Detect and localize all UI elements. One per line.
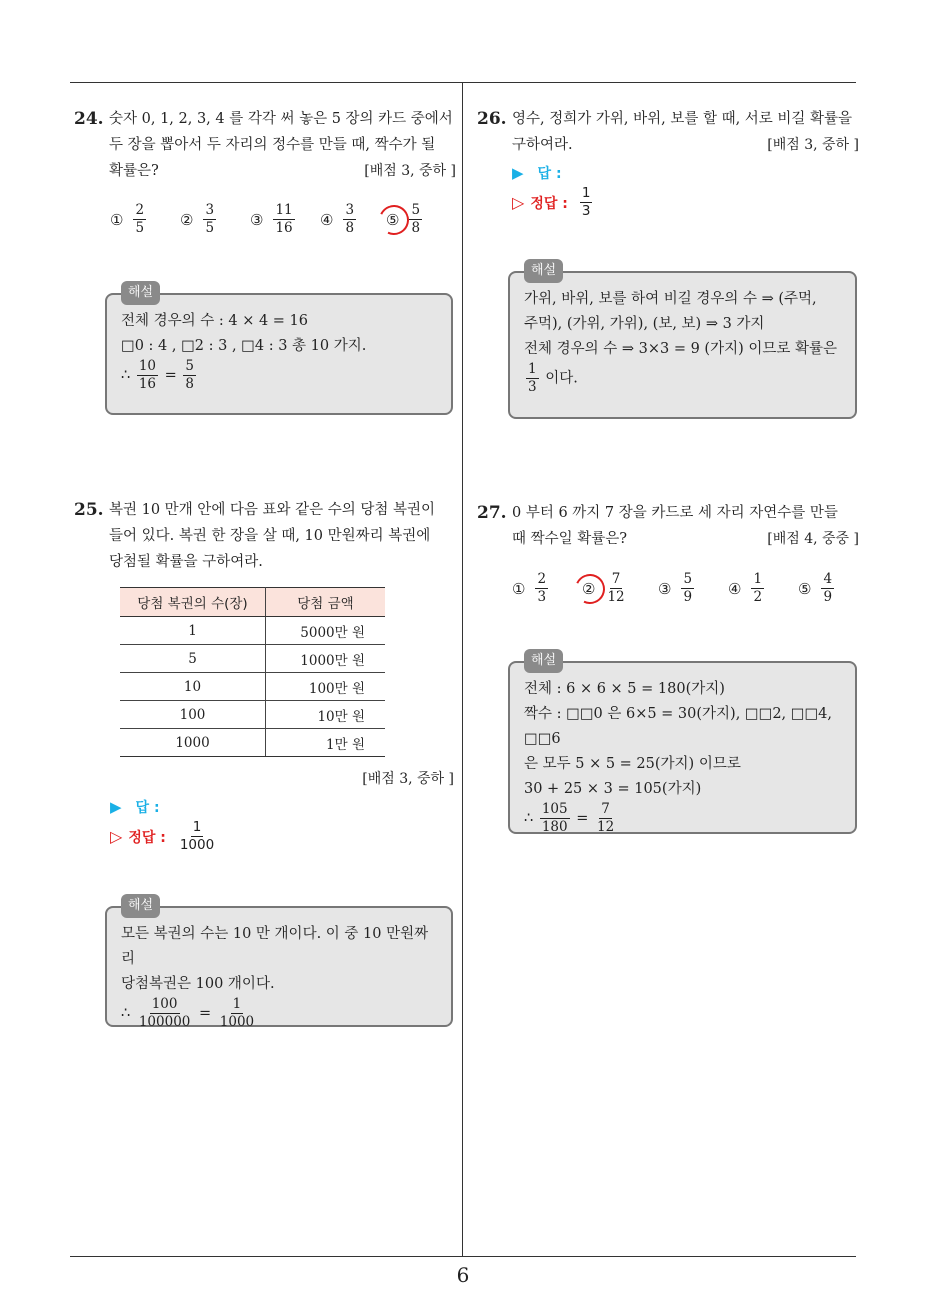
choice-5-selected[interactable] <box>386 203 424 236</box>
question-line: 구하여라. <box>512 137 573 153</box>
choice-marker: ② <box>582 579 596 598</box>
choice-4[interactable] <box>728 572 784 605</box>
fraction: $\frac{1}{2}$ <box>753 571 763 605</box>
question-number: 27. <box>477 503 507 523</box>
answer-row <box>512 163 562 183</box>
choice-5[interactable] <box>798 572 836 605</box>
explanation-line: 전체 경우의 수 : 4 × 4 = 16 <box>121 313 308 329</box>
explanation-line: □0 : 4 , □2 : 3 , □4 : 3 총 10 가지. <box>121 338 367 354</box>
column-divider <box>462 82 463 1256</box>
question-line: 영수, 정희가 가위, 바위, 보를 할 때, 서로 비길 확률을 <box>512 111 853 127</box>
fraction: $\frac{2}{3}$ <box>537 571 547 605</box>
choice-3[interactable] <box>658 572 714 605</box>
play-icon: ▶ <box>110 798 122 816</box>
question-line: 두 장을 뽑아서 두 자리의 정수를 만들 때, 짝수가 될 <box>109 137 436 153</box>
explanation-box-24 <box>105 285 453 415</box>
question-line: 복권 10 만개 안에 다음 표와 같은 수의 당첨 복권이 <box>109 502 436 518</box>
explanation-tag: 해설 <box>524 649 563 673</box>
choice-marker: ⑤ <box>798 579 812 598</box>
question-line: 확률은? <box>109 163 159 179</box>
question-line: 때 짝수일 확률은? <box>512 531 628 547</box>
choice-marker: ⑤ <box>386 210 400 229</box>
explanation-line: 가위, 바위, 보를 하여 비길 경우의 수 ⇒ (주먹, <box>524 291 817 307</box>
explanation-line: 전체 경우의 수 ⇒ 3×3 = 9 (가지) 이므로 확률은 <box>524 341 838 357</box>
explanation-tag: 해설 <box>121 281 160 305</box>
table-row: 1000 1만 원 <box>120 729 385 757</box>
question-line: 들어 있다. 복권 한 장을 살 때, 10 만원짜리 복권에 <box>109 528 431 544</box>
column-header: 당첨 금액 <box>266 588 386 617</box>
score-meta: [배점 4, 중중 ] <box>767 531 859 547</box>
table-row: 1 5000만 원 <box>120 617 385 645</box>
explanation-line: 전체 : 6 × 6 × 5 = 180(가지) <box>524 681 725 697</box>
question-line: 0 부터 6 까지 7 장을 카드로 세 자리 자연수를 만들 <box>512 505 838 521</box>
explanation-result: $\frac{1}{3}$ 이다. <box>528 361 578 395</box>
question-line: 숫자 0, 1, 2, 3, 4 를 각각 써 놓은 5 장의 카드 중에서 <box>109 111 453 127</box>
explanation-line: 당첨복권은 100 개이다. <box>121 976 275 992</box>
table-row: 5 1000만 원 <box>120 645 385 673</box>
fraction: $\frac{11}{16}$ <box>275 202 293 236</box>
table-row: 10 100만 원 <box>120 673 385 701</box>
explanation-line: 30 + 25 × 3 = 105(가지) <box>524 781 702 797</box>
choice-1[interactable] <box>110 203 166 236</box>
question-number: 24. <box>74 109 104 129</box>
score-meta: [배점 3, 중하 ] <box>364 163 456 179</box>
solution-label: 정답 : <box>530 195 568 212</box>
question-number: 25. <box>74 500 104 520</box>
choice-marker: ① <box>110 210 124 229</box>
bottom-rule <box>70 1256 856 1257</box>
choice-1[interactable] <box>512 572 568 605</box>
triangle-outline-icon: ▷ <box>512 193 525 212</box>
fraction: $\frac{4}{9}$ <box>823 571 833 605</box>
explanation-tag: 해설 <box>121 894 160 918</box>
fraction: $\frac{5}{9}$ <box>683 571 693 605</box>
play-icon: ▶ <box>512 164 524 182</box>
choice-marker: ① <box>512 579 526 598</box>
fraction: $\frac{5}{8}$ <box>411 202 421 236</box>
choices-24 <box>110 203 438 236</box>
lottery-table <box>120 587 385 757</box>
question-24 <box>74 106 456 184</box>
explanation-result: ∴ $\frac{10}{16}$ = $\frac{5}{8}$ <box>121 358 194 392</box>
choice-3[interactable] <box>250 203 306 236</box>
table-row: 100 10만 원 <box>120 701 385 729</box>
explanation-result: ∴ $\frac{105}{180}$ = $\frac{7}{12}$ <box>524 801 615 835</box>
fraction: $\frac{2}{5}$ <box>135 202 145 236</box>
score-meta: [배점 3, 중하 ] <box>767 137 859 153</box>
choice-marker: ③ <box>250 210 264 229</box>
explanation-line: 주먹), (가위, 가위), (보, 보) ⇒ 3 가지 <box>524 316 765 332</box>
page-number: 6 <box>456 1263 470 1287</box>
score-meta: [배점 3, 중하 ] <box>362 771 454 787</box>
choice-marker: ④ <box>320 210 334 229</box>
solution-fraction: $\frac{1}{1000}$ <box>179 819 215 853</box>
solution-row <box>512 186 594 219</box>
answer-label: 답 : <box>135 800 160 816</box>
choice-marker: ② <box>180 210 194 229</box>
explanation-box-27 <box>508 653 857 835</box>
choice-marker: ③ <box>658 579 672 598</box>
choice-2[interactable] <box>180 203 236 236</box>
choices-27 <box>512 572 850 605</box>
explanation-box-26 <box>508 263 857 419</box>
answer-label: 답 : <box>537 166 562 182</box>
explanation-line: 모든 복권의 수는 10 만 개이다. 이 중 10 만원짜리 <box>121 926 429 967</box>
choice-marker: ④ <box>728 579 742 598</box>
explanation-result: ∴ $\frac{100}{100000}$ = $\frac{1}{1000}$ <box>121 996 255 1030</box>
question-number: 26. <box>477 109 507 129</box>
explanation-box-25 <box>105 898 453 1030</box>
solution-fraction: $\frac{1}{3}$ <box>581 185 591 219</box>
choice-4[interactable] <box>320 203 372 236</box>
question-26 <box>477 106 859 158</box>
choice-2-selected[interactable] <box>582 572 644 605</box>
question-25 <box>74 497 456 575</box>
question-27 <box>477 500 859 552</box>
table-header-row <box>120 588 385 617</box>
column-header: 당첨 복권의 수(장) <box>120 588 266 617</box>
explanation-tag: 해설 <box>524 259 563 283</box>
explanation-line: 짝수 : □□0 은 6×5 = 30(가지), □□2, □□4, □□6 <box>524 706 833 747</box>
top-rule <box>70 82 856 83</box>
solution-row <box>110 820 218 853</box>
question-line: 당첨될 확률을 구하여라. <box>109 554 263 570</box>
fraction: $\frac{3}{8}$ <box>345 202 355 236</box>
fraction: $\frac{3}{5}$ <box>205 202 215 236</box>
explanation-line: 은 모두 5 × 5 = 25(가지) 이므로 <box>524 756 741 772</box>
fraction: $\frac{7}{12}$ <box>607 571 625 605</box>
solution-label: 정답 : <box>128 829 166 846</box>
triangle-outline-icon: ▷ <box>110 827 123 846</box>
answer-row <box>110 797 160 817</box>
